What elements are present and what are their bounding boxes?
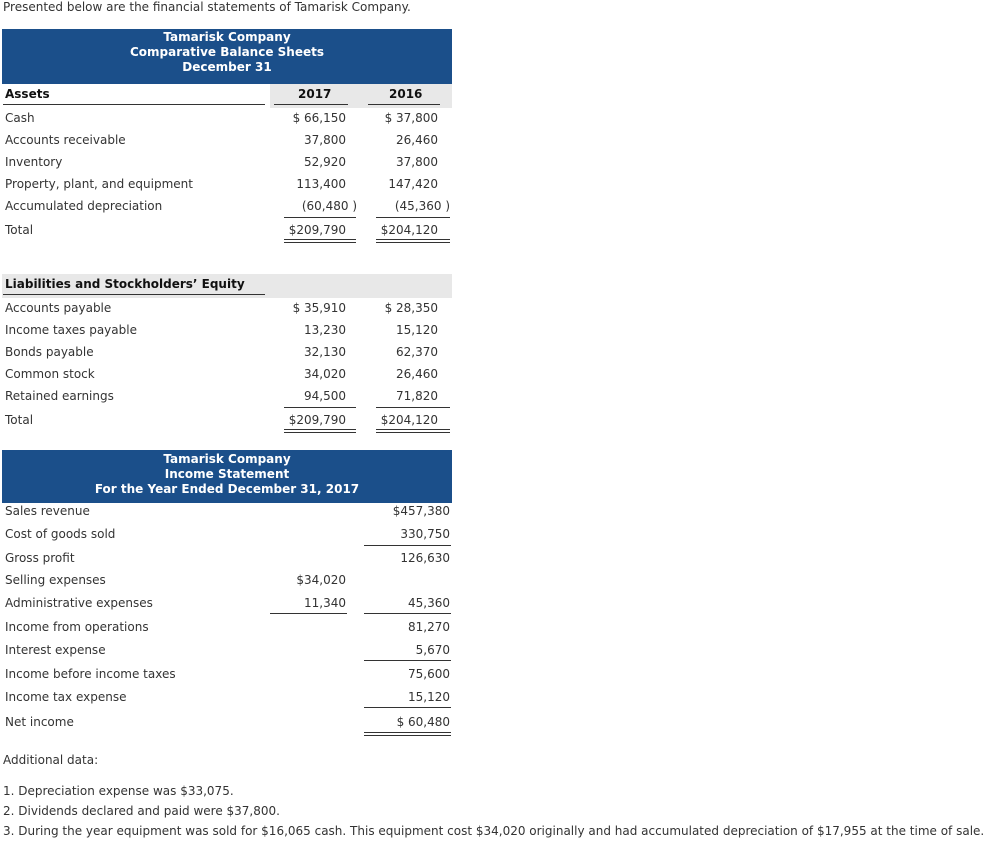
asset-2017-inventory: 52,920 <box>304 155 346 169</box>
is-label-selling: Selling expenses <box>5 573 106 587</box>
statement-title: Comparative Balance Sheets <box>129 45 324 59</box>
is-label-net-income: Net income <box>5 715 74 729</box>
is-label-income-ops: Income from operations <box>5 620 149 634</box>
intro-text: Presented below are the financial statements of Tamarisk Company. <box>3 0 411 14</box>
liab-2016-retained: 71,820 <box>396 389 438 403</box>
asset-2017-accum-dep: (60,480 ) <box>301 199 357 213</box>
is-outer-cogs: 330,750 <box>400 527 450 541</box>
asset-2016-subtotal-line <box>376 217 450 218</box>
is-interest-underline <box>364 660 451 661</box>
statement-date: December 31 <box>182 60 272 74</box>
liab-2017-common-stock: 34,020 <box>304 367 346 381</box>
liab-2017-ap: $ 35,910 <box>292 301 346 315</box>
asset-2016-cash: $ 37,800 <box>384 111 438 125</box>
is-outer-admin: 45,360 <box>408 596 450 610</box>
is-outer-net-income: $ 60,480 <box>396 715 450 729</box>
liab-2017-subtotal-line <box>284 407 356 408</box>
is-cogs-underline <box>364 545 451 546</box>
is-outer-income-before-tax: 75,600 <box>408 667 450 681</box>
income-statement-title: Income Statement <box>164 467 290 481</box>
asset-2016-accum-dep: (45,360 ) <box>394 199 450 213</box>
additional-note-3: 3. During the year equipment was sold for $16,065 cash. This equipment cost $34,020 originally and had accumulated depreciation of $17,955 at the time of sale. <box>3 824 985 838</box>
asset-2017-receivable: 37,800 <box>304 133 346 147</box>
is-outer-tax-expense: 15,120 <box>408 690 450 704</box>
year-2017-underline <box>274 104 348 105</box>
asset-label-accum-dep: Accumulated depreciation <box>5 199 163 213</box>
is-outer-sales: $457,380 <box>392 504 450 518</box>
liab-label-itp: Income taxes payable <box>5 323 137 337</box>
year-2017-heading: 2017 <box>298 87 332 101</box>
liab-2016-common-stock: 26,460 <box>396 367 438 381</box>
asset-2016-inventory: 37,800 <box>396 155 438 169</box>
liab-label-common-stock: Common stock <box>5 367 95 381</box>
is-inner-selling: $34,020 <box>296 573 346 587</box>
asset-2017-ppe: 113,400 <box>296 177 346 191</box>
additional-note-2: 2. Dividends declared and paid were $37,800. <box>3 804 280 818</box>
is-tax-underline <box>364 707 451 708</box>
income-statement-period: For the Year Ended December 31, 2017 <box>94 482 360 496</box>
is-net-income-double-line <box>364 732 451 736</box>
liab-2016-ap: $ 28,350 <box>384 301 438 315</box>
asset-2016-total: $204,120 <box>380 223 438 237</box>
balance-sheet-header <box>2 29 452 84</box>
assets-heading: Assets <box>5 87 50 101</box>
is-admin-outer-underline <box>364 613 451 614</box>
is-label-interest: Interest expense <box>5 643 106 657</box>
is-label-tax-expense: Income tax expense <box>5 690 127 704</box>
liab-2017-bonds: 32,130 <box>304 345 346 359</box>
liab-2016-total-double-line <box>376 429 450 433</box>
year-2016-underline <box>368 104 440 105</box>
income-company-name: Tamarisk Company <box>163 452 291 466</box>
income-statement-header <box>2 450 452 503</box>
year-2016-heading: 2016 <box>389 87 423 101</box>
is-admin-inner-underline <box>270 613 347 614</box>
asset-2016-total-double-line <box>376 239 450 243</box>
asset-label-ppe: Property, plant, and equipment <box>5 177 193 191</box>
asset-2016-ppe: 147,420 <box>388 177 438 191</box>
asset-2017-cash: $ 66,150 <box>292 111 346 125</box>
is-label-admin: Administrative expenses <box>5 596 153 610</box>
asset-label-receivable: Accounts receivable <box>5 133 126 147</box>
is-outer-gross-profit: 126,630 <box>400 551 450 565</box>
asset-label-inventory: Inventory <box>5 155 63 169</box>
liab-2017-itp: 13,230 <box>304 323 346 337</box>
is-outer-income-ops: 81,270 <box>408 620 450 634</box>
liabilities-heading: Liabilities and Stockholders’ Equity <box>5 277 245 291</box>
liab-2017-total: $209,790 <box>288 413 346 427</box>
liab-2016-total: $204,120 <box>380 413 438 427</box>
liab-2016-subtotal-line <box>376 407 450 408</box>
is-label-cogs: Cost of goods sold <box>5 527 116 541</box>
additional-note-1: 1. Depreciation expense was $33,075. <box>3 784 234 798</box>
company-name: Tamarisk Company <box>163 30 291 44</box>
asset-2017-subtotal-line <box>284 217 356 218</box>
asset-2017-total: $209,790 <box>288 223 346 237</box>
asset-label-total: Total <box>5 223 34 237</box>
asset-label-cash: Cash <box>5 111 35 125</box>
liab-2016-bonds: 62,370 <box>396 345 438 359</box>
liab-label-total: Total <box>5 413 34 427</box>
is-label-income-before-tax: Income before income taxes <box>5 667 176 681</box>
liabilities-heading-underline <box>3 294 265 295</box>
liab-2017-retained: 94,500 <box>304 389 346 403</box>
liab-2017-total-double-line <box>284 429 356 433</box>
liab-label-retained: Retained earnings <box>5 389 114 403</box>
asset-2016-receivable: 26,460 <box>396 133 438 147</box>
additional-data-heading: Additional data: <box>3 753 99 767</box>
asset-2017-total-double-line <box>284 239 356 243</box>
is-label-sales: Sales revenue <box>5 504 90 518</box>
liab-2016-itp: 15,120 <box>396 323 438 337</box>
liab-label-ap: Accounts payable <box>5 301 112 315</box>
is-label-gross-profit: Gross profit <box>5 551 75 565</box>
is-inner-admin: 11,340 <box>304 596 346 610</box>
is-outer-interest: 5,670 <box>415 643 450 657</box>
liab-label-bonds: Bonds payable <box>5 345 94 359</box>
assets-heading-underline <box>3 104 265 105</box>
